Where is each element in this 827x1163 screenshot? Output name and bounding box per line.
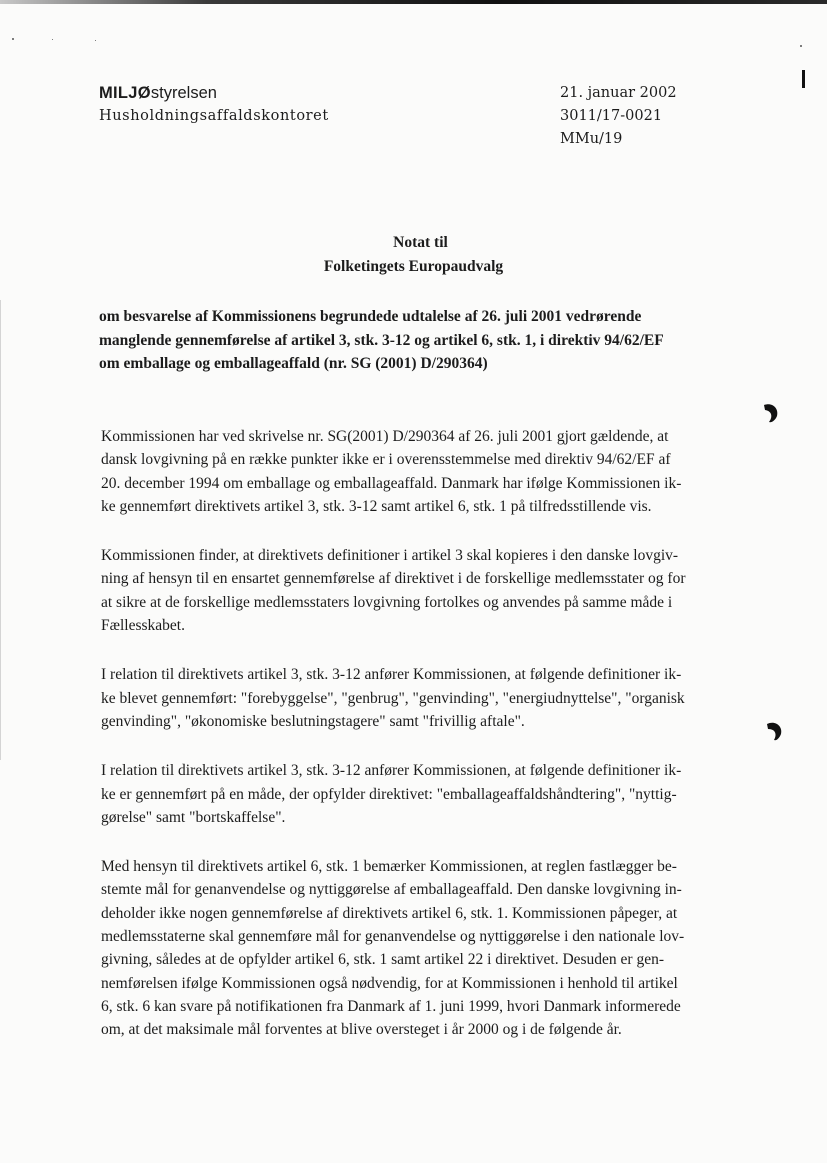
scan-margin-line (0, 300, 1, 760)
punch-hole-shadow (764, 720, 784, 742)
body-line: ke blevet gennemført: "forebyggelse", "genbrug", "genvinding", "energiudnyttelse", "organisk (101, 689, 685, 707)
body-line: om, at det maksimale mål forventes at blive oversteget i år 2000 og i de følgende år. (101, 1021, 622, 1039)
body-line: medlemsstaterne skal gennemføre mål for genanvendelse og nyttiggørelse i den nationale lov- (101, 928, 685, 946)
agency-name-rest: styrelsen (150, 84, 217, 102)
body-line: Kommissionen finder, at direktivets definitioner i artikel 3 skal kopieres i den danske lovgiv- (101, 547, 679, 565)
scan-mark (802, 70, 805, 88)
agency-name (99, 82, 329, 105)
body-line: I relation til direktivets artikel 3, stk. 3-12 anfører Kommissionen, at følgende definitioner ik- (101, 762, 682, 780)
scan-top-edge (0, 0, 827, 4)
scan-speck (12, 38, 14, 40)
body-line: nemførelsen ifølge Kommissionen også nødvendig, for at Kommissionen i henhold til artikel (101, 974, 678, 992)
sender-block (99, 82, 329, 128)
punch-hole-shadow (760, 402, 780, 424)
body-line: dansk lovgivning på en række punkter ikke er i overensstemmelse med direktiv 94/62/EF af (101, 451, 671, 469)
body-line: deholder ikke nogen gennemførelse af direktivets artikel 6, stk. 1. Kommissionen påpeger, at (101, 904, 678, 922)
title-line-1: Notat til (393, 234, 448, 251)
body-paragraph (101, 855, 741, 1041)
body-line: Fællesskabet. (101, 617, 185, 635)
office-name: Husholdningsaffaldskontoret (99, 108, 329, 124)
body-paragraph (101, 759, 741, 829)
body-line: 20. december 1994 om emballage og emballageaffald. Danmark har ifølge Kommissionen ik- (101, 474, 682, 492)
body-line: Kommissionen har ved skrivelse nr. SG(2001) D/290364 af 26. juli 2001 gjort gældende, at (101, 428, 669, 445)
scan-speck (800, 45, 802, 47)
body-line: at sikre at de forskellige medlemsstaters lovgivning fortolkes og anvendes på samme måde i (101, 593, 673, 611)
body-paragraph (101, 544, 741, 637)
body-paragraph (101, 425, 741, 518)
document-date: 21. januar 2002 (560, 85, 677, 101)
body-line: gørelse" samt "bortskaffelse". (101, 808, 286, 826)
document-reference: 3011/17-0021 (560, 108, 663, 124)
body-paragraph (101, 663, 741, 733)
body-line: stemte mål for genanvendelse og nyttiggørelse af emballageaffald. Den danske lovgivning in- (101, 881, 682, 899)
scan-speck (52, 39, 53, 40)
document-title (0, 231, 827, 279)
body-line: ke gennemført direktivets artikel 3, stk. 3-12 samt artikel 6, stk. 1 på tilfredsstillende vis. (101, 497, 652, 515)
body-line: genvinding", "økonomiske beslutningstagere" samt "frivillig aftale". (101, 712, 525, 730)
subject-line: om besvarelse af Kommissionens begrundede udtalelse af 26. juli 2001 vedrørende (99, 308, 642, 325)
agency-name-bold: MILJØ (99, 84, 151, 102)
subject-line: manglende gennemførelse af artikel 3, stk. 3-12 og artikel 6, stk. 1, i direktiv 94/62/EF (99, 331, 664, 349)
body-line: ning af hensyn til en ensartet gennemførelse af direktivet i de forskellige medlemsstater og for (101, 570, 686, 588)
document-initials: MMu/19 (560, 131, 623, 147)
document-body (101, 425, 741, 1068)
body-line: 6, stk. 6 kan svare på notifikationen fra Danmark af 1. juni 1999, hvori Danmark informerede (101, 997, 681, 1015)
body-line: givning, således at de opfylder artikel 6, stk. 1 samt artikel 22 i direktivet. Desuden er gen- (101, 951, 665, 969)
body-line: I relation til direktivets artikel 3, stk. 3-12 anfører Kommissionen, at følgende definitioner ik- (101, 666, 682, 684)
body-line: ke er gennemført på en måde, der opfylder direktivet: "emballageaffaldshåndtering", "nyttig- (101, 785, 677, 803)
document-meta (560, 82, 677, 151)
document-subject (99, 305, 739, 376)
subject-line: om emballage og emballageaffald (nr. SG (2001) D/290364) (99, 355, 488, 372)
body-line: Med hensyn til direktivets artikel 6, stk. 1 bemærker Kommissionen, at reglen fastlægger be- (101, 858, 677, 876)
scan-speck (95, 40, 96, 41)
title-line-2: Folketingets Europaudvalg (323, 258, 504, 275)
